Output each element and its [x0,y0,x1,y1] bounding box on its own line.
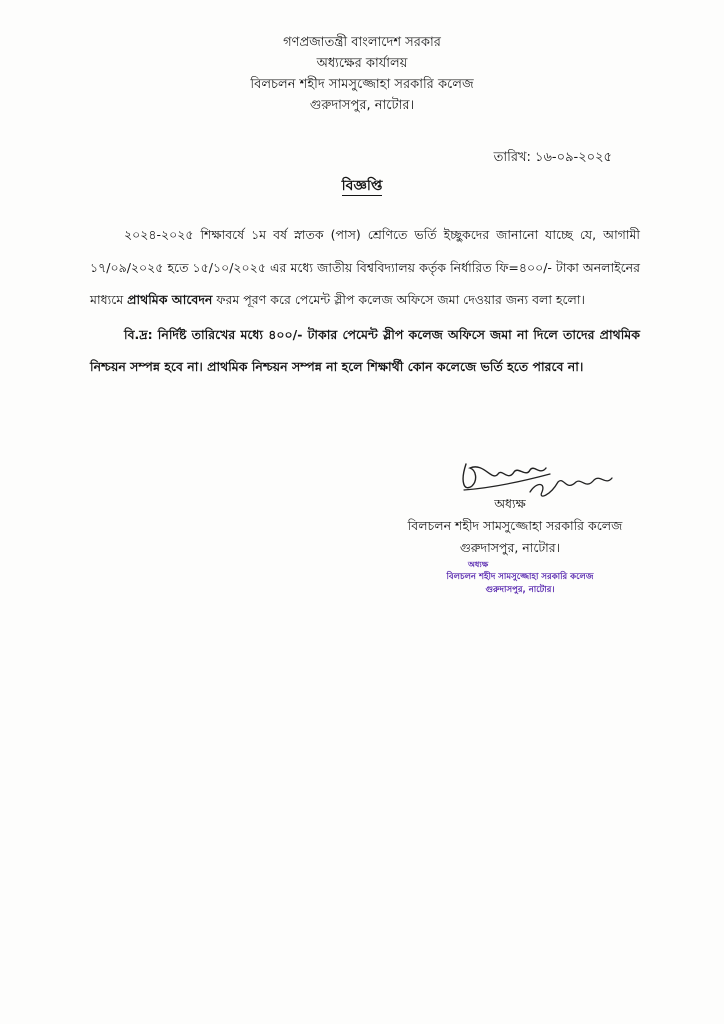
paragraph-text-start: ২০২৪-২০২৫ শিক্ষাবর্ষে ১ম বর্ষ স্নাতক (পাস) শ্রেণিতে ভর্তি ইচ্ছুকদের জানানো যাচ্ছে যে, আগামী ১৭/০৯/২০২৫ হতে ১৫/১০/২০২৫ এর মধ্যে জাতীয় বিশ্ববিদ্যালয় কর্তৃক নির্ধারিত ফি=৪০০/- টাকা অনলাইনের মাধ্যমে [90,227,640,307]
college-name: বিলচলন শহীদ সামসুজ্জোহা সরকারি কলেজ [250,77,474,92]
office-line: অধ্যক্ষের কার্যালয় [316,56,408,71]
notice-title [0,174,724,198]
signatory-location: গুরুদাসপুর, নাটোর। [459,540,561,555]
signature-block [360,493,660,559]
notice-body [90,219,640,384]
seal-title: অধ্যক্ষ [468,560,489,569]
paragraph-text-end: ফরম পূরণ করে পেমেন্ট স্লীপ কলেজ অফিসে জমা দেওয়ার জন্য বলা হলো। [212,292,585,307]
government-line: গণপ্রজাতন্ত্রী বাংলাদেশ সরকার [283,35,441,50]
notice-note: বি.দ্র: নির্দিষ্ট তারিখের মধ্যে ৪০০/- টাকার পেমেন্ট স্লীপ কলেজ অফিসে জমা না দিলে তাদের প্রাথমিক নিশ্চয়ন সম্পন্ন হবে না। প্রাথমিক নিশ্চয়ন সম্পন্ন না হলে শিক্ষার্থী কোন কলেজে ভর্তি হতে পারবে না। [90,326,640,374]
letterhead [0,32,724,116]
paragraph-bold-term: প্রাথমিক আবেদন [127,292,213,307]
seal-college: বিলচলন শহীদ সামসুজ্জোহা সরকারি কলেজ [446,572,594,582]
notice-date: তারিখ: ১৬-০৯-২০২৫ [493,150,612,165]
seal-location: গুরুদাসপুর, নাটোর। [485,585,555,595]
college-location: গুরুদাসপুর, নাটোর। [309,98,415,113]
official-seal [420,558,620,597]
signatory-title: অধ্যক্ষ [494,496,526,511]
signatory-college: বিলচলন শহীদ সামসুজ্জোহা সরকারি কলেজ [407,518,623,533]
notice-paragraph [90,219,640,317]
notice-title-text: বিজ্ঞপ্তি [341,178,383,194]
